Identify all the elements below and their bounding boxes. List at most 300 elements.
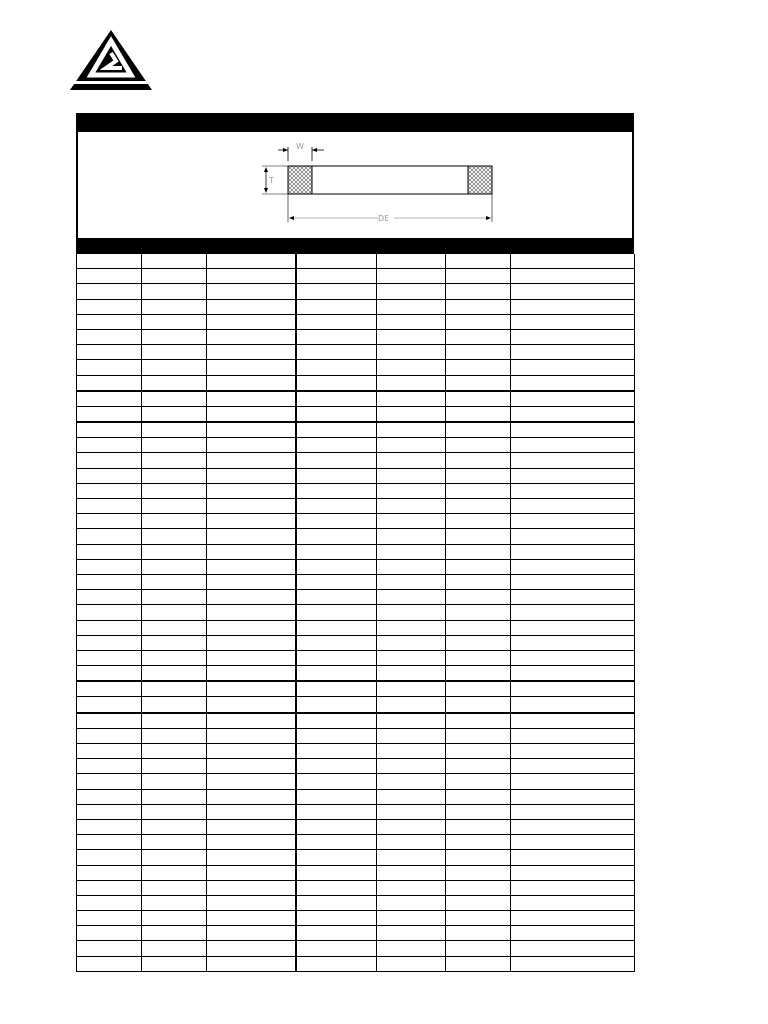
table-cell xyxy=(377,697,446,713)
table-cell xyxy=(142,269,207,284)
table-cell xyxy=(377,789,446,804)
table-cell xyxy=(142,590,207,605)
table-row xyxy=(77,774,635,789)
table-cell xyxy=(377,422,446,438)
table-row xyxy=(77,895,635,910)
table-cell xyxy=(207,880,296,895)
table-cell xyxy=(142,468,207,483)
table-row xyxy=(77,499,635,514)
table-cell xyxy=(377,438,446,453)
table-cell xyxy=(446,453,511,468)
table-cell xyxy=(142,865,207,880)
table-cell xyxy=(296,314,377,329)
table-cell xyxy=(142,574,207,589)
table-cell xyxy=(446,774,511,789)
table-row xyxy=(77,438,635,453)
table-cell xyxy=(377,590,446,605)
triangle-logo-icon xyxy=(68,28,154,92)
table-cell xyxy=(77,728,142,743)
table-cell xyxy=(142,819,207,834)
table-cell xyxy=(142,666,207,682)
table-cell xyxy=(296,911,377,926)
table-cell xyxy=(377,360,446,375)
table-cell xyxy=(377,544,446,559)
table-cell xyxy=(77,926,142,941)
table-cell xyxy=(296,865,377,880)
table-cell xyxy=(377,574,446,589)
table-cell xyxy=(296,605,377,620)
table-cell xyxy=(377,254,446,269)
table-cell xyxy=(446,329,511,344)
table-cell xyxy=(296,284,377,299)
table-cell xyxy=(377,468,446,483)
table-cell xyxy=(511,850,635,865)
table-cell xyxy=(446,590,511,605)
table-cell xyxy=(511,789,635,804)
table-cell xyxy=(446,254,511,269)
table-cell xyxy=(296,697,377,713)
table-cell xyxy=(446,759,511,774)
table-cell xyxy=(207,314,296,329)
table-cell xyxy=(207,759,296,774)
table-cell xyxy=(511,865,635,880)
table-cell xyxy=(446,620,511,635)
table-cell xyxy=(296,329,377,344)
table-cell xyxy=(142,438,207,453)
table-cell xyxy=(207,865,296,880)
table-cell xyxy=(77,956,142,971)
table-cell xyxy=(207,559,296,574)
table-cell xyxy=(511,956,635,971)
table-cell xyxy=(511,254,635,269)
table-row xyxy=(77,284,635,299)
table-cell xyxy=(296,728,377,743)
table-row xyxy=(77,650,635,665)
table-cell xyxy=(207,254,296,269)
table-cell xyxy=(142,499,207,514)
table-row xyxy=(77,728,635,743)
table-cell xyxy=(446,713,511,729)
table-cell xyxy=(77,299,142,314)
table-cell xyxy=(296,774,377,789)
table-cell xyxy=(77,759,142,774)
table-cell xyxy=(142,605,207,620)
table-cell xyxy=(77,895,142,910)
table-cell xyxy=(142,759,207,774)
table-row xyxy=(77,345,635,360)
table-row xyxy=(77,880,635,895)
spec-table-body xyxy=(77,254,635,971)
table-cell xyxy=(296,453,377,468)
table-cell xyxy=(77,941,142,956)
table-cell xyxy=(77,850,142,865)
table-cell xyxy=(377,895,446,910)
table-cell xyxy=(446,819,511,834)
table-cell xyxy=(142,911,207,926)
table-cell xyxy=(77,574,142,589)
table-cell xyxy=(207,468,296,483)
table-row xyxy=(77,681,635,697)
table-cell xyxy=(296,941,377,956)
table-cell xyxy=(511,391,635,407)
diameter-label: DE xyxy=(378,214,390,223)
table-cell xyxy=(142,697,207,713)
table-cell xyxy=(296,483,377,498)
table-cell xyxy=(511,681,635,697)
table-cell xyxy=(377,345,446,360)
table-cell xyxy=(207,941,296,956)
table-cell xyxy=(511,620,635,635)
table-cell xyxy=(207,819,296,834)
table-cell xyxy=(207,483,296,498)
table-cell xyxy=(77,314,142,329)
table-cell xyxy=(446,314,511,329)
table-cell xyxy=(446,650,511,665)
table-cell xyxy=(77,590,142,605)
table-cell xyxy=(207,499,296,514)
table-cell xyxy=(142,559,207,574)
table-cell xyxy=(446,391,511,407)
table-cell xyxy=(377,713,446,729)
table-cell xyxy=(511,697,635,713)
table-cell xyxy=(207,789,296,804)
table-cell xyxy=(296,926,377,941)
table-cell xyxy=(77,406,142,422)
table-cell xyxy=(446,438,511,453)
table-cell xyxy=(142,514,207,529)
table-cell xyxy=(296,880,377,895)
table-cell xyxy=(511,345,635,360)
table-cell xyxy=(511,422,635,438)
table-row xyxy=(77,483,635,498)
table-cell xyxy=(142,345,207,360)
table-cell xyxy=(296,713,377,729)
table-cell xyxy=(77,774,142,789)
table-row xyxy=(77,759,635,774)
table-cell xyxy=(446,406,511,422)
table-cell xyxy=(77,880,142,895)
table-cell xyxy=(207,345,296,360)
table-cell xyxy=(511,544,635,559)
table-cell xyxy=(207,269,296,284)
table-row xyxy=(77,789,635,804)
table-cell xyxy=(377,819,446,834)
table-cell xyxy=(77,620,142,635)
table-cell xyxy=(207,299,296,314)
table-cell xyxy=(377,865,446,880)
table-cell xyxy=(77,804,142,819)
table-cell xyxy=(296,375,377,391)
table-cell xyxy=(446,728,511,743)
table-cell xyxy=(207,697,296,713)
table-cell xyxy=(511,299,635,314)
table-cell xyxy=(207,329,296,344)
table-cell xyxy=(511,590,635,605)
table-cell xyxy=(377,681,446,697)
table-cell xyxy=(77,329,142,344)
table-cell xyxy=(446,804,511,819)
table-cell xyxy=(511,605,635,620)
table-row xyxy=(77,375,635,391)
table-row xyxy=(77,590,635,605)
table-cell xyxy=(207,744,296,759)
table-cell xyxy=(446,789,511,804)
table-cell xyxy=(142,254,207,269)
table-cell xyxy=(511,529,635,544)
table-cell xyxy=(511,650,635,665)
table-row xyxy=(77,299,635,314)
table-cell xyxy=(296,850,377,865)
table-cell xyxy=(142,360,207,375)
table-cell xyxy=(377,299,446,314)
table-cell xyxy=(511,406,635,422)
table-cell xyxy=(377,941,446,956)
table-row xyxy=(77,605,635,620)
table-cell xyxy=(77,254,142,269)
table-cell xyxy=(142,941,207,956)
table-cell xyxy=(377,911,446,926)
table-cell xyxy=(377,406,446,422)
table-cell xyxy=(446,284,511,299)
ring-cross-section-icon xyxy=(78,132,632,238)
table-cell xyxy=(511,483,635,498)
table-cell xyxy=(446,911,511,926)
table-row xyxy=(77,697,635,713)
table-cell xyxy=(77,284,142,299)
table-row xyxy=(77,391,635,407)
table-cell xyxy=(142,422,207,438)
table-cell xyxy=(207,422,296,438)
table-cell xyxy=(207,956,296,971)
table-cell xyxy=(511,514,635,529)
table-cell xyxy=(77,635,142,650)
table-cell xyxy=(77,559,142,574)
table-cell xyxy=(77,375,142,391)
table-cell xyxy=(142,850,207,865)
table-cell xyxy=(142,391,207,407)
table-cell xyxy=(77,499,142,514)
table-cell xyxy=(296,559,377,574)
table-cell xyxy=(377,329,446,344)
table-cell xyxy=(446,468,511,483)
table-cell xyxy=(511,574,635,589)
table-row xyxy=(77,865,635,880)
table-cell xyxy=(377,804,446,819)
table-cell xyxy=(77,744,142,759)
table-cell xyxy=(446,375,511,391)
table-cell xyxy=(511,759,635,774)
table-cell xyxy=(446,895,511,910)
table-cell xyxy=(446,559,511,574)
table-cell xyxy=(207,835,296,850)
table-cell xyxy=(142,329,207,344)
table-cell xyxy=(511,499,635,514)
table-cell xyxy=(511,284,635,299)
table-cell xyxy=(296,574,377,589)
table-cell xyxy=(207,453,296,468)
table-row xyxy=(77,468,635,483)
table-cell xyxy=(142,284,207,299)
table-cell xyxy=(296,254,377,269)
table-cell xyxy=(296,835,377,850)
table-cell xyxy=(377,605,446,620)
table-cell xyxy=(377,728,446,743)
table-cell xyxy=(296,895,377,910)
table-row xyxy=(77,926,635,941)
table-cell xyxy=(446,681,511,697)
table-cell xyxy=(446,422,511,438)
table-cell xyxy=(511,269,635,284)
table-cell xyxy=(207,728,296,743)
table-cell xyxy=(511,559,635,574)
spec-table xyxy=(76,254,635,972)
table-cell xyxy=(377,314,446,329)
table-cell xyxy=(511,468,635,483)
table-cell xyxy=(377,375,446,391)
table-cell xyxy=(142,895,207,910)
table-cell xyxy=(142,650,207,665)
table-row xyxy=(77,254,635,269)
table-cell xyxy=(142,681,207,697)
table-cell xyxy=(446,697,511,713)
table-cell xyxy=(377,284,446,299)
table-cell xyxy=(511,911,635,926)
table-cell xyxy=(296,269,377,284)
table-cell xyxy=(296,681,377,697)
table-cell xyxy=(511,804,635,819)
table-cell xyxy=(446,835,511,850)
table-cell xyxy=(446,483,511,498)
table-cell xyxy=(207,635,296,650)
table-cell xyxy=(207,620,296,635)
table-cell xyxy=(296,406,377,422)
spec-sheet xyxy=(76,113,634,968)
table-cell xyxy=(207,774,296,789)
table-cell xyxy=(207,574,296,589)
table-cell xyxy=(446,850,511,865)
table-cell xyxy=(377,666,446,682)
table-cell xyxy=(296,438,377,453)
table-cell xyxy=(446,605,511,620)
table-cell xyxy=(77,529,142,544)
table-cell xyxy=(77,650,142,665)
table-cell xyxy=(207,850,296,865)
table-cell xyxy=(296,804,377,819)
table-cell xyxy=(207,681,296,697)
table-cell xyxy=(296,789,377,804)
table-cell xyxy=(377,453,446,468)
table-cell xyxy=(446,269,511,284)
header-bar xyxy=(76,113,634,132)
table-cell xyxy=(142,744,207,759)
table-cell xyxy=(446,635,511,650)
table-row xyxy=(77,941,635,956)
table-cell xyxy=(377,744,446,759)
table-cell xyxy=(77,697,142,713)
table-cell xyxy=(296,422,377,438)
table-cell xyxy=(511,713,635,729)
table-cell xyxy=(446,574,511,589)
table-cell xyxy=(511,895,635,910)
table-cell xyxy=(296,744,377,759)
table-cell xyxy=(207,514,296,529)
table-row xyxy=(77,360,635,375)
table-row xyxy=(77,529,635,544)
table-cell xyxy=(77,789,142,804)
table-cell xyxy=(511,453,635,468)
table-cell xyxy=(296,666,377,682)
table-cell xyxy=(446,666,511,682)
table-cell xyxy=(296,956,377,971)
table-cell xyxy=(77,269,142,284)
table-cell xyxy=(207,666,296,682)
table-row xyxy=(77,574,635,589)
table-cell xyxy=(377,850,446,865)
table-cell xyxy=(511,438,635,453)
table-cell xyxy=(77,468,142,483)
table-cell xyxy=(77,713,142,729)
table-row xyxy=(77,713,635,729)
table-cell xyxy=(296,759,377,774)
table-cell xyxy=(296,544,377,559)
table-row xyxy=(77,635,635,650)
table-cell xyxy=(77,422,142,438)
table-cell xyxy=(377,499,446,514)
table-cell xyxy=(377,269,446,284)
table-cell xyxy=(446,299,511,314)
table-cell xyxy=(142,375,207,391)
table-cell xyxy=(142,956,207,971)
table-cell xyxy=(377,956,446,971)
table-row xyxy=(77,819,635,834)
table-cell xyxy=(511,314,635,329)
table-cell xyxy=(77,911,142,926)
table-cell xyxy=(142,529,207,544)
table-cell xyxy=(77,514,142,529)
table-cell xyxy=(77,865,142,880)
table-cell xyxy=(511,666,635,682)
table-cell xyxy=(142,774,207,789)
table-cell xyxy=(446,499,511,514)
table-row xyxy=(77,514,635,529)
table-row xyxy=(77,544,635,559)
table-cell xyxy=(142,880,207,895)
table-row xyxy=(77,314,635,329)
table-cell xyxy=(77,345,142,360)
table-cell xyxy=(142,728,207,743)
table-cell xyxy=(77,819,142,834)
table-cell xyxy=(142,483,207,498)
table-cell xyxy=(377,514,446,529)
table-cell xyxy=(296,360,377,375)
table-cell xyxy=(446,941,511,956)
table-cell xyxy=(296,514,377,529)
table-cell xyxy=(377,926,446,941)
table-cell xyxy=(207,895,296,910)
table-cell xyxy=(446,865,511,880)
table-cell xyxy=(511,329,635,344)
table-cell xyxy=(142,620,207,635)
table-cell xyxy=(511,926,635,941)
table-cell xyxy=(511,774,635,789)
table-cell xyxy=(142,713,207,729)
table-row xyxy=(77,559,635,574)
table-row xyxy=(77,406,635,422)
table-cell xyxy=(296,345,377,360)
table-row xyxy=(77,956,635,971)
table-cell xyxy=(446,529,511,544)
table-cell xyxy=(207,438,296,453)
